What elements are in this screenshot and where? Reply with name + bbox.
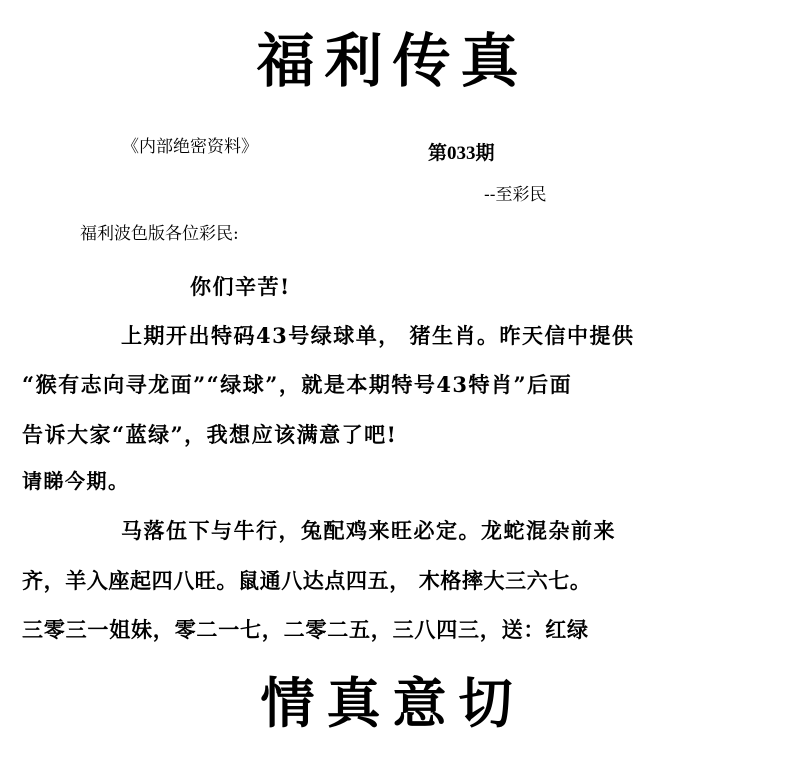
- paragraph-2: 请睇今期。: [22, 469, 130, 493]
- paragraph-1-line-1: 上期开出特码43号绿球单， 猪生肖。昨天信中提供: [121, 323, 635, 348]
- paragraph-1-line-2: “猴有志向寻龙面”“绿球”，就是本期特号43特肖”后面: [22, 372, 573, 397]
- salutation: 福利波色版各位彩民:: [80, 224, 239, 244]
- paragraph-1-line-3: 告诉大家“蓝绿”，我想应该满意了吧!: [22, 422, 398, 447]
- author-signature: --至彩民: [484, 185, 547, 205]
- paragraph-3-line-1: 马落伍下与牛行，兔配鸡来旺必定。龙蛇混杂前来: [121, 518, 616, 543]
- paragraph-3-line-3: 三零三一姐妹，零二一七，二零二五，三八四三，送：红绿: [22, 617, 589, 642]
- issue-number: 第033期: [428, 143, 495, 164]
- closing-phrase: 情真意切: [260, 671, 525, 735]
- paragraph-3-line-2: 齐，羊入座起四八旺。鼠通八达点四五， 木格摔大三六七。: [22, 568, 592, 593]
- greeting: 你们辛苦!: [190, 274, 291, 299]
- document-title: 福利传真: [256, 27, 529, 95]
- confidential-label: 《内部绝密资料》: [122, 137, 258, 157]
